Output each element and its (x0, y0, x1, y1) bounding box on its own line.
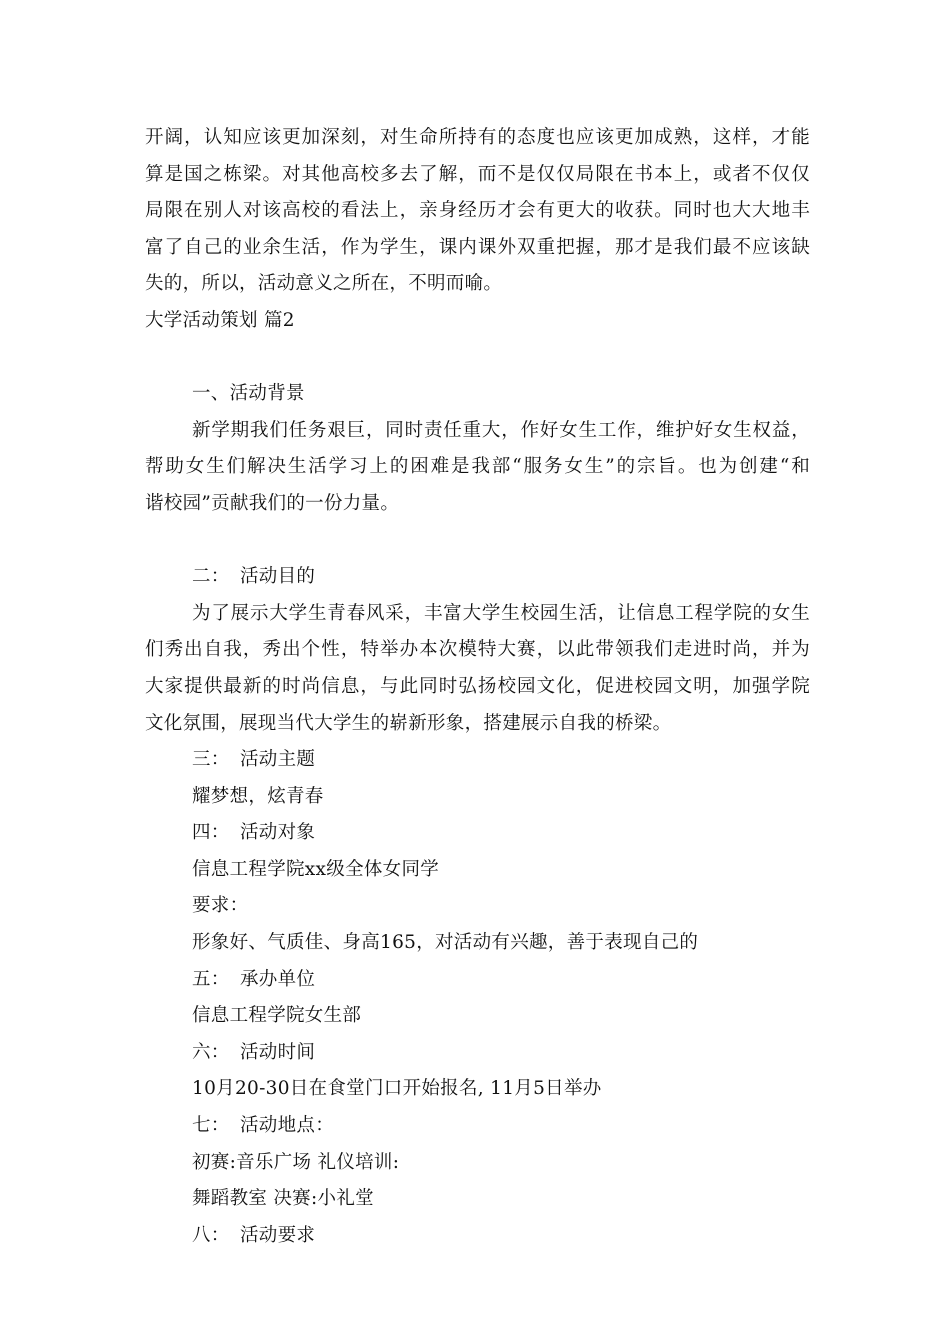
section-body: 耀梦想，炫青春 (192, 785, 324, 807)
section-heading-time (145, 1035, 810, 1072)
section-heading-background: 一、活动背景 (192, 383, 305, 405)
section-heading-theme (145, 742, 810, 779)
section-heading-purpose (145, 559, 810, 596)
section-number: 七： (192, 1115, 230, 1137)
section-number: 八： (192, 1224, 230, 1246)
section-title: 活动时间 (240, 1041, 316, 1063)
paragraph-line: 谐校园”贡献我们的一份力量。 (145, 492, 400, 514)
section-title: 活动要求 (240, 1224, 316, 1246)
section-number: 五： (192, 968, 230, 990)
requirement-body: 形象好、气质佳、身高165，对活动有兴趣，善于表现自己的 (192, 932, 699, 954)
paragraph-line: 算是国之栋梁。对其他高校多去了解，而不是仅仅局限在书本上，或者不仅仅 (145, 163, 810, 185)
section-title: 承办单位 (240, 968, 316, 990)
paragraph-line: 局限在别人对该高校的看法上，亲身经历才会有更大的收获。同时也大大地丰 (145, 200, 810, 222)
article-title: 大学活动策划 篇2 (145, 309, 295, 331)
section-body: 信息工程学院女生部 (192, 1005, 362, 1027)
section-number: 二： (192, 566, 230, 588)
paragraph-line: 文化氛围，展现当代大学生的崭新形象，搭建展示自我的桥梁。 (145, 712, 672, 734)
blank-line (145, 340, 810, 377)
section-heading-target (145, 815, 810, 852)
section-number: 三： (192, 749, 230, 771)
section-body: 10月20-30日在食堂门口开始报名, 11月5日举办 (192, 1078, 602, 1100)
paragraph-line: 为了展示大学生青春风采，丰富大学生校园生活，让信息工程学院的女生 (192, 602, 810, 624)
paragraph-line: 开阔，认知应该更加深刻，对生命所持有的态度也应该更加成熟，这样，才能 (145, 127, 810, 148)
blank-line (145, 523, 810, 560)
section-body: 初赛:音乐广场 礼仪培训: (192, 1151, 400, 1173)
paragraph-line: 富了自己的业余生活，作为学生，课内课外双重把握，那才是我们最不应该缺 (145, 236, 810, 258)
section-title: 活动目的 (240, 566, 316, 588)
section-number: 四： (192, 822, 230, 844)
paragraph-line: 新学期我们任务艰巨，同时责任重大，作好女生工作，维护好女生权益， (192, 419, 810, 441)
document-body (145, 120, 810, 1254)
paragraph-line: 帮助女生们解决生活学习上的困难是我部“服务女生”的宗旨。也为创建“和 (145, 456, 810, 478)
section-body: 舞蹈教室 决赛:小礼堂 (192, 1188, 374, 1210)
section-title: 活动主题 (240, 749, 316, 771)
section-title: 活动对象 (240, 822, 316, 844)
section-body: 信息工程学院xx级全体女同学 (192, 858, 440, 880)
section-heading-location (145, 1108, 810, 1145)
section-heading-requirements (145, 1218, 810, 1255)
section-title: 活动地点： (240, 1115, 335, 1137)
paragraph-line: 们秀出自我，秀出个性，特举办本次模特大赛，以此带领我们走进时尚，并为 (145, 639, 810, 661)
paragraph-line: 大家提供最新的时尚信息，与此同时弘扬校园文化，促进校园文明，加强学院 (145, 675, 810, 697)
section-number: 六： (192, 1041, 230, 1063)
paragraph-line: 失的，所以，活动意义之所在，不明而喻。 (145, 273, 503, 295)
section-heading-organizer (145, 962, 810, 999)
requirement-label: 要求： (192, 895, 249, 917)
